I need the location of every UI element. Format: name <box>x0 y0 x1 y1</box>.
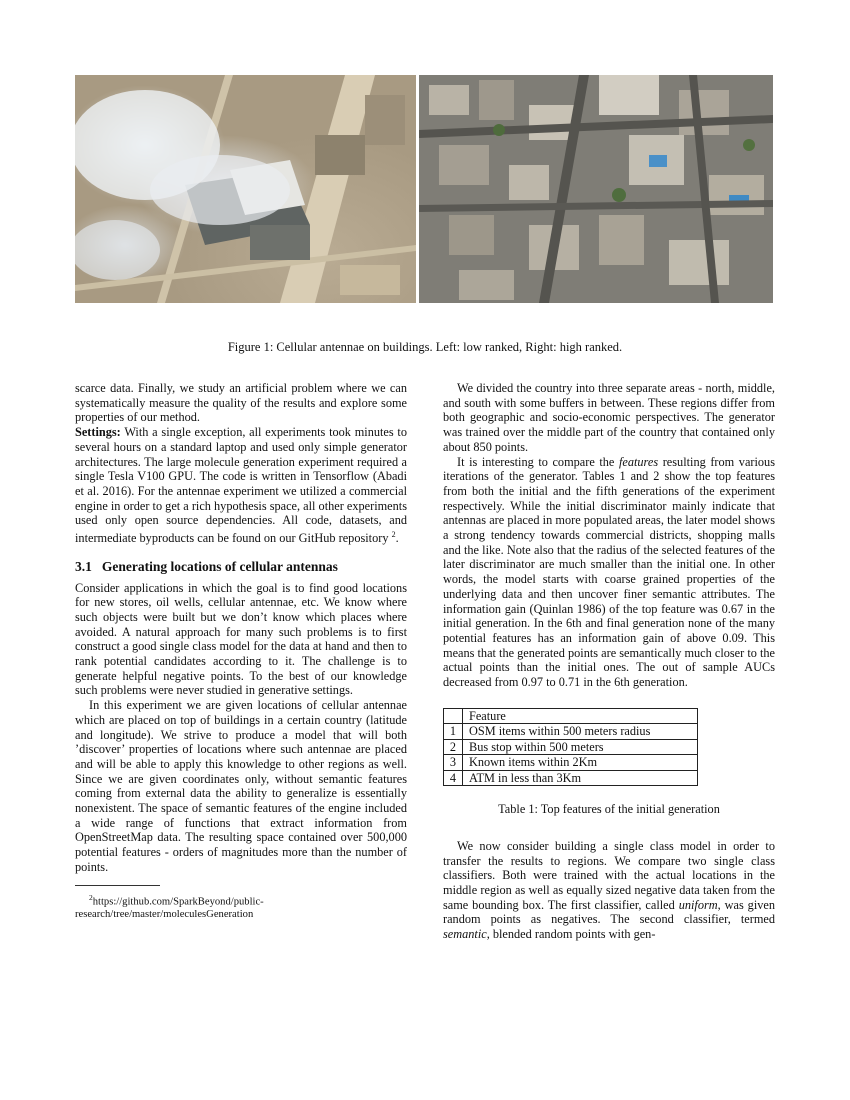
table-cell-feature: OSM items within 500 meters radius <box>463 724 698 740</box>
settings-text: With a single exception, all experiments took minutes to several hours on a standard laptop and used only simple generator architectures. The large molecule generation experiment required a single Tesla V100 GPU. The code is written in Tensorflow (Abadi et al. 2016). For the antennae experiment we utilized a commercial engine in order to get a rich hypothesis space, all other experiments used only open source dependencies. All code, datasets, and intermediate byproducts can be found on our GitHub repository <box>75 425 407 546</box>
table-header-cell: Feature <box>463 708 698 724</box>
high-ranked-scene <box>419 75 773 303</box>
building <box>439 145 489 185</box>
paragraph <box>443 839 775 942</box>
building <box>529 105 574 140</box>
text-run: It is interesting to compare the <box>457 454 619 469</box>
settings-label: Settings: <box>75 425 121 440</box>
building <box>669 240 729 285</box>
tree <box>612 188 626 202</box>
building-block <box>250 225 310 260</box>
table-row <box>444 770 698 786</box>
text-run: , was given random points as negatives. The second classifier, termed <box>443 897 775 927</box>
table-header-idx <box>444 708 463 724</box>
paragraph: scarce data. Finally, we study an artificial problem where we can systematically measure the quality of the results and explore some properties of our method. <box>75 381 407 425</box>
settings-end: . <box>395 531 399 546</box>
text-run: We now consider building a single class model in order to transfer the results to regions. We compare two single class classifiers. Both were trained with the actual locations in the middle region as well as equally sized negative data taken from the same bounding box. The first classifier, called <box>443 838 775 912</box>
footnote-url-part1: https://github.com/SparkBeyond/public- <box>92 896 264 908</box>
pool <box>649 155 667 167</box>
footnote-rule <box>75 885 160 886</box>
figure-caption: Figure 1: Cellular antennae on buildings. Left: low ranked, Right: high ranked. <box>227 340 623 354</box>
right-column <box>443 381 775 942</box>
footnote-ref[interactable]: 2 <box>391 530 396 540</box>
building <box>429 85 469 115</box>
spacer <box>443 817 775 839</box>
terrain-patch <box>340 265 400 295</box>
emphasis: features <box>618 454 659 469</box>
building <box>479 80 514 120</box>
paragraph: We divided the country into three separate areas - north, middle, and south with some buffers in between. These regions differ from both geographic and socio-economic perspectives. The generator was trained over the middle part of the country that contained only about 850 points. <box>443 381 775 454</box>
table-caption: Table 1: Top features of the initial generation <box>498 802 720 817</box>
table-cell-feature: ATM in less than 3Km <box>463 770 698 786</box>
building <box>599 215 644 265</box>
tree <box>743 139 755 151</box>
settings-paragraph <box>75 425 407 546</box>
features-table <box>443 708 698 787</box>
satellite-image-high-ranked <box>419 75 773 303</box>
terrain-patch <box>365 95 405 145</box>
text-run: resulting from various iterations of the generator. Tables 1 and 2 show the top features from both the initial and the fifth generations of the experiment respectively. While the initial discriminator mainly indicate that antennas are placed in more populated areas, the later model shows a strong tendency towards commercial districts, shopping malls and the like. Note also that the radius of the selected features of the later discriminator are much smaller than the initial one. In other words, the model starts with coarse grained properties of the underlying data and then uncover finer semantic attributes. The information gain (Quinlan 1986) of the top feature was 0.67 in the initial generation. In the 6th and final generation none of the many potential features has an information gain of above 0.09. This means that the generated points are semantically much closer to the actual points than the initial ones. The out of sample AUCs decreased from 0.97 to 0.71 in the 6th generation. <box>443 454 775 690</box>
table-header-row <box>444 708 698 724</box>
paragraph: Consider applications in which the goal is to find good locations for new stores, oil wells, cellular antennae, etc. We know where such objects were built but we don’t know which places where avoided. A natural approach for many such problems is to first construct a good single class model for the data at hand and then to rank potential candidates according to it. The challenge is to generate helpful negative points. To the best of our knowledge such problems were never studied in generative settings. <box>75 580 407 698</box>
low-ranked-scene <box>75 75 416 303</box>
table-cell-idx: 3 <box>444 755 463 771</box>
table-row <box>444 739 698 755</box>
footnote-mark: 2 <box>89 892 93 902</box>
section-heading <box>75 560 407 575</box>
table-cell-idx: 4 <box>444 770 463 786</box>
table-cell-idx: 1 <box>444 724 463 740</box>
table-row <box>444 724 698 740</box>
table-cell-idx: 2 <box>444 739 463 755</box>
text-run: , blended random points with gen- <box>486 927 656 942</box>
section-number: 3.1 <box>75 558 92 574</box>
building <box>679 90 729 135</box>
table-cell-feature: Bus stop within 500 meters <box>463 739 698 755</box>
emphasis: semantic <box>443 927 487 942</box>
emphasis: uniform <box>678 897 718 912</box>
section-title: Generating locations of cellular antennas <box>101 558 338 574</box>
footnote <box>75 891 407 922</box>
tree <box>493 124 505 136</box>
building <box>599 75 659 115</box>
table-cell-feature: Known items within 2Km <box>463 755 698 771</box>
terrain-patch <box>315 135 365 175</box>
building <box>459 270 514 300</box>
building <box>509 165 549 200</box>
figure-1 <box>75 75 773 303</box>
footnote-link[interactable] <box>89 891 407 909</box>
left-column <box>75 381 407 921</box>
paragraph: In this experiment we are given locations of cellular antennae which are placed on top of buildings in a certain country (latitude and longitude). We strive to produce a model that will both ’discover’ properties of locations where such antennae are placed and will be able to apply this knowledge to other regions as well. Since we are given coordinates only, without semantic features coming from external data the ability to generalize is essentially nonexistent. The space of semantic features of the engine included a wide range of functions that extract information from OpenStreetMap data. The resulting space contained over 500,000 potential features - orders of magnitudes more than the number of points. <box>75 698 407 874</box>
cloud <box>75 220 160 280</box>
cloud <box>150 155 290 225</box>
table-row <box>444 755 698 771</box>
satellite-image-low-ranked <box>75 75 416 303</box>
footnote-url-part2[interactable]: research/tree/master/moleculesGeneration <box>75 909 254 921</box>
building <box>449 215 494 255</box>
paragraph <box>443 455 775 690</box>
